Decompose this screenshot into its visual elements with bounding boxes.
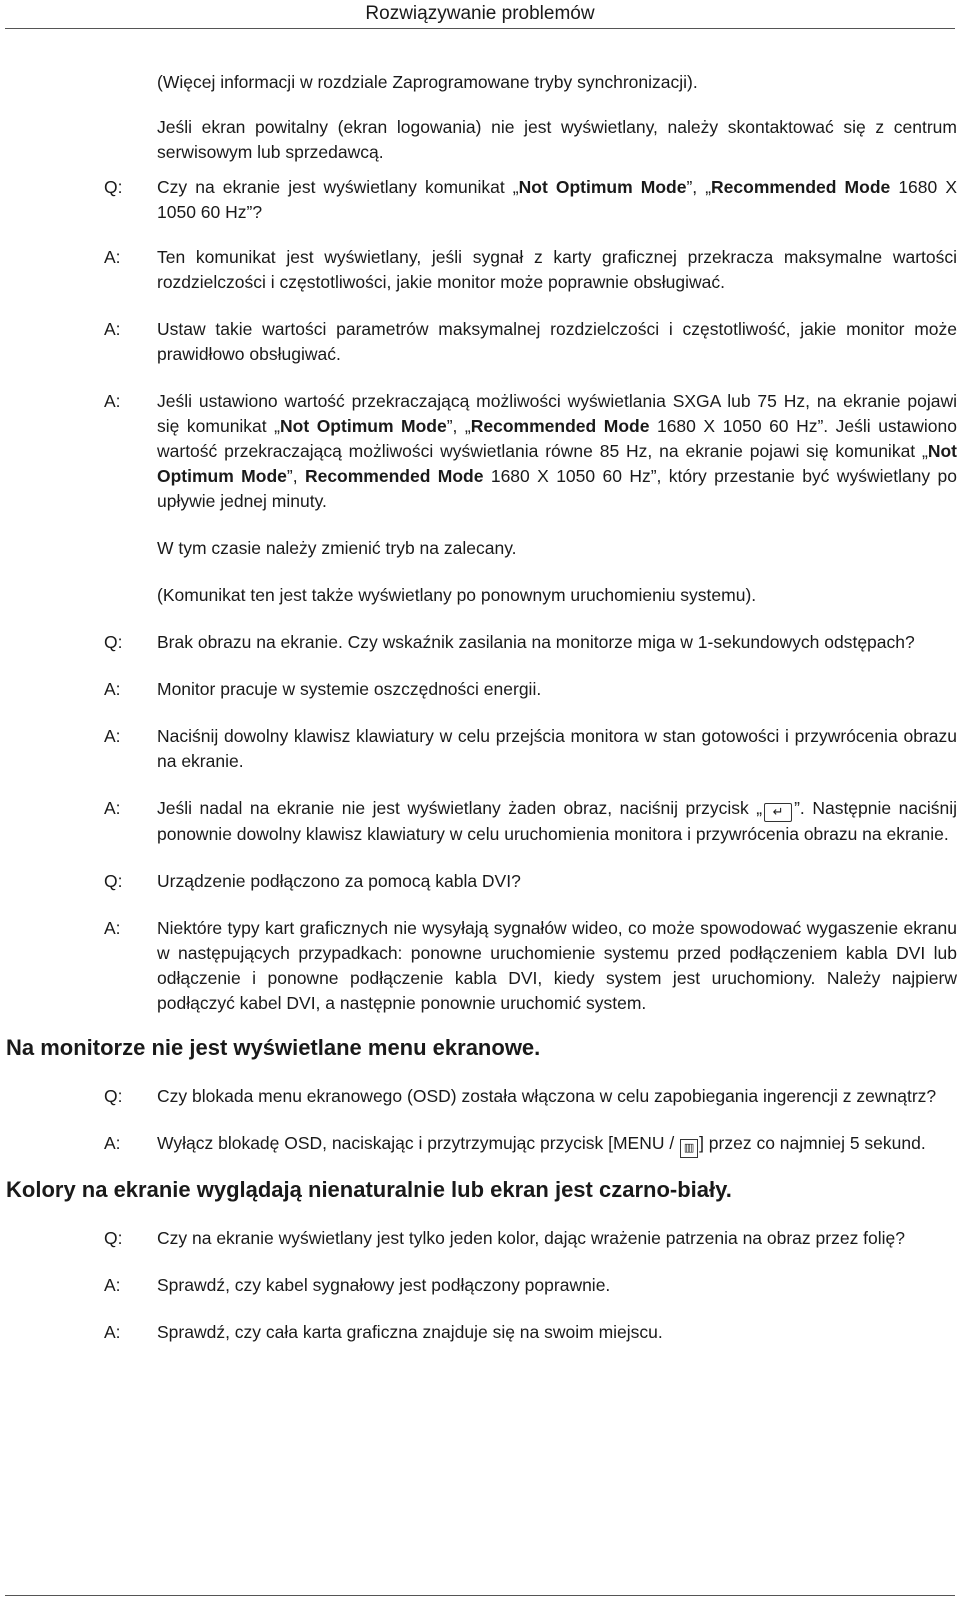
question: Q: Czy na ekranie wyświetlany jest tylko jeden kolor, dając wrażenie patrzenia na obraz przez folię? <box>0 1226 957 1251</box>
answer: A: Naciśnij dowolny klawisz klawiatury w celu przejścia monitora w stan gotowości i przywrócenia obrazu na ekranie. <box>104 726 957 771</box>
answer-label: A: <box>104 798 121 818</box>
bold-term: Recommended Mode <box>470 416 650 436</box>
question-label: Q: <box>104 871 123 891</box>
enter-key-icon: ↵ <box>764 803 792 822</box>
question-label: Q: <box>104 1086 123 1106</box>
question: Q: Brak obrazu na ekranie. Czy wskaźnik zasilania na monitorze miga w 1-sekundowych odstępach? <box>0 630 957 655</box>
document-body <box>0 70 960 1367</box>
question-label: Q: <box>104 632 123 652</box>
answer: A: Sprawdź, czy cała karta graficzna znajduje się na swoim miejscu. <box>0 1320 957 1345</box>
menu-key-icon: ▥ <box>680 1139 698 1158</box>
question: Q: Czy na ekranie jest wyświetlany komunikat „Not Optimum Mode”, „Recommended Mode 1680 X 1050 60 Hz”? <box>104 177 958 222</box>
answer: A: Jeśli ustawiono wartość przekraczającą możliwości wyświetlania SXGA lub 75 Hz, na ekranie pojawi się komunikat „Not Optimum Mode”, „Recommended Mode 1680 X 1050 60 Hz”. Jeśli ustawiono wartość przekraczającą możliwości wyświetlania równe 85 Hz, na ekranie pojawi się komunikat „Not Optimum Mode”, Recommended Mode 1680 X 1050 60 Hz”, który przestanie być wyświetlany po upływie jednej minuty. <box>104 391 958 511</box>
question: Q: Czy blokada menu ekranowego (OSD) została włączona w celu zapobiegania ingerencji z zewnątrz? <box>0 1084 957 1109</box>
answer: A: Wyłącz blokadę OSD, naciskając i przytrzymując przycisk [MENU / ▥ ] przez co najmniej 5 sekund. <box>0 1131 957 1158</box>
paragraph: (Komunikat ten jest także wyświetlany po ponownym uruchomieniu systemu). <box>157 585 757 605</box>
answer-label: A: <box>104 1275 121 1295</box>
header-title: Rozwiązywanie problemów <box>365 3 595 24</box>
section-heading: Na monitorze nie jest wyświetlane menu ekranowe. <box>6 1035 541 1060</box>
answer-label: A: <box>104 1133 121 1153</box>
bold-term: Not Optimum Mode <box>157 441 957 486</box>
section-heading: Kolory na ekranie wyglądają nienaturalnie lub ekran jest czarno-biały. <box>6 1177 732 1202</box>
answer-label: A: <box>104 726 121 746</box>
question-label: Q: <box>104 177 123 197</box>
answer-label: A: <box>104 1322 121 1342</box>
question: Q: Urządzenie podłączono za pomocą kabla DVI? <box>0 869 957 894</box>
bold-term: Recommended Mode <box>304 466 484 486</box>
bold-term: Not Optimum Mode <box>280 416 447 436</box>
bold-term: Recommended Mode <box>711 177 891 197</box>
paragraph: (Więcej informacji w rozdziale Zaprogramowane tryby synchronizacji). <box>157 72 698 92</box>
answer: A: Sprawdź, czy kabel sygnałowy jest podłączony poprawnie. <box>0 1273 957 1298</box>
answer-label: A: <box>104 391 121 411</box>
answer-label: A: <box>104 918 121 938</box>
paragraph: W tym czasie należy zmienić tryb na zalecany. <box>157 538 517 558</box>
answer: A: Jeśli nadal na ekranie nie jest wyświetlany żaden obraz, naciśnij przycisk „ ↵ ”. Następnie naciśnij ponownie dowolny klawisz klawiatury w celu uruchomienia monitora i przywrócenia obrazu na ekranie. <box>104 798 958 844</box>
answer: A: Monitor pracuje w systemie oszczędności energii. <box>0 677 957 702</box>
answer-label: A: <box>104 247 121 267</box>
page-header <box>0 0 960 31</box>
answer: A: Niektóre typy kart graficznych nie wysyłają sygnałów wideo, co może spowodować wygaszenie ekranu w następujących przypadkach: ponowne uruchomienie systemu przed podłączeniem kabla DVI lub odłączenie i ponowne podłączenie kabla DVI, kiedy system jest uruchomiony. Należy najpierw podłączyć kabel DVI, a następnie ponownie uruchomić system. <box>104 918 957 1013</box>
answer: A: Ten komunikat jest wyświetlany, jeśli sygnał z karty graficznej przekracza maksymalne wartości rozdzielczości i częstotliwości, jakie monitor może poprawnie obsługiwać. <box>104 247 957 292</box>
bold-term: Not Optimum Mode <box>518 177 687 197</box>
answer: A: Ustaw takie wartości parametrów maksymalnej rozdzielczości i częstotliwość, jakie monitor może prawidłowo obsługiwać. <box>104 319 957 364</box>
footer-divider <box>5 1595 955 1596</box>
header-divider <box>5 28 955 29</box>
answer-label: A: <box>104 319 121 339</box>
paragraph: Jeśli ekran powitalny (ekran logowania) nie jest wyświetlany, należy skontaktować się z centrum serwisowym lub sprzedawcą. <box>157 117 957 162</box>
answer-label: A: <box>104 679 121 699</box>
question-label: Q: <box>104 1228 123 1248</box>
